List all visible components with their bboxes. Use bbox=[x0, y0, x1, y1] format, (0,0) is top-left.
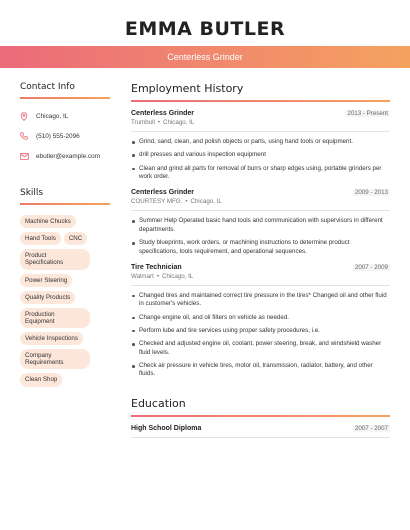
contact-section-title: Contact Info bbox=[20, 82, 75, 92]
education-section-title: Education bbox=[131, 396, 186, 410]
contact-location-text: Chicago, IL bbox=[36, 112, 69, 120]
job-dates: 2013 - Present bbox=[347, 110, 388, 117]
skill-chip: Machine Chucks bbox=[20, 215, 76, 228]
skill-chip: Power Steering bbox=[20, 274, 72, 287]
job-title: Centerless Grinder bbox=[131, 189, 195, 197]
job-dates: 2007 - 2009 bbox=[354, 263, 388, 271]
employment-section-title: Employment History bbox=[131, 82, 244, 95]
education-row-divider bbox=[131, 437, 390, 438]
skills-list bbox=[20, 215, 110, 387]
job-bullet: Clean and grind all parts for removal of burrs or sharp edges using, portable grinders per work order. bbox=[131, 165, 390, 182]
left-column bbox=[20, 82, 110, 387]
job-title: Centerless Grinder bbox=[131, 110, 195, 117]
contact-location bbox=[20, 106, 110, 126]
job-location: Chicago, IL bbox=[163, 119, 195, 126]
job-company: Walmart bbox=[131, 272, 154, 280]
job-divider bbox=[131, 210, 390, 211]
job-bullet: Grind, sand, clean, and polish objects or parts, using hand tools or equipment. bbox=[131, 138, 390, 146]
candidate-name: EMMA BUTLER bbox=[124, 18, 286, 40]
contact-phone-text: (510) 555-2096 bbox=[36, 132, 80, 140]
job-divider bbox=[131, 285, 390, 286]
job-dates: 2009 - 2013 bbox=[354, 189, 388, 197]
job-company: Trumbull bbox=[131, 119, 155, 126]
job-employer bbox=[131, 273, 390, 280]
job-employer bbox=[131, 198, 390, 205]
contact-phone bbox=[20, 126, 110, 146]
education-dates: 2007 - 2007 bbox=[354, 424, 388, 432]
job-bullet: Perform lube and tire services using proper safety procedures, i.e. bbox=[131, 327, 390, 335]
job-divider bbox=[131, 131, 390, 132]
skill-chip: Quality Products bbox=[20, 291, 75, 304]
contact-email-text: ebutler@example.com bbox=[36, 152, 101, 160]
job-title: Tire Technician bbox=[131, 263, 182, 271]
job-entry bbox=[131, 264, 390, 379]
right-column bbox=[131, 82, 390, 438]
job-title-banner: Centerless Grinder bbox=[0, 46, 410, 68]
job-bullet: Summer Help Operated basic hand tools and communication with supervisors in different departments. bbox=[131, 217, 390, 234]
email-icon bbox=[20, 153, 36, 160]
job-bullet: drill presses and various inspection equipment bbox=[131, 151, 390, 159]
contact-email bbox=[20, 146, 110, 166]
job-employer bbox=[131, 119, 390, 126]
skill-chip: Production Equipment bbox=[20, 308, 90, 328]
job-location: Chicago, IL bbox=[161, 272, 194, 280]
employment-divider bbox=[131, 100, 390, 102]
phone-icon bbox=[20, 132, 36, 140]
education-degree: High School Diploma bbox=[131, 424, 202, 432]
job-header bbox=[131, 110, 390, 117]
job-header bbox=[131, 189, 390, 196]
education-entry bbox=[131, 425, 390, 432]
skill-chip: Vehicle Inspections bbox=[20, 332, 83, 345]
job-entry bbox=[131, 189, 390, 255]
skill-chip: Product Specifications bbox=[20, 249, 90, 269]
skill-chip: Hand Tools bbox=[20, 232, 61, 245]
separator-dot: • bbox=[185, 198, 188, 206]
job-location: Chicago, IL bbox=[190, 198, 222, 206]
job-entry bbox=[131, 110, 390, 181]
separator-dot: • bbox=[157, 119, 161, 126]
contact-list bbox=[20, 106, 110, 166]
job-bullets bbox=[131, 217, 390, 255]
skills-divider bbox=[20, 203, 110, 205]
job-bullet: Checked and adjusted engine oil, coolant, power steering, break, and windshield washer fluid levels. bbox=[131, 340, 390, 357]
separator-dot: • bbox=[156, 272, 159, 280]
location-pin-icon bbox=[20, 112, 36, 121]
job-bullets bbox=[131, 138, 390, 181]
job-company: COURTESY MFG. bbox=[131, 198, 183, 206]
job-bullet: Change engine oil, and oil filters on vehicle as needed. bbox=[131, 314, 390, 322]
job-bullet: Changed tires and maintained correct tire pressure in the tires* Changed oil and other fluid in customer's vehicles. bbox=[131, 292, 390, 309]
skill-chip: Company Requirements bbox=[20, 349, 90, 369]
skill-chip: Clean Shop bbox=[20, 373, 62, 386]
skills-section-title: Skills bbox=[20, 188, 44, 198]
job-header bbox=[131, 264, 390, 271]
contact-divider bbox=[20, 97, 110, 99]
education-divider bbox=[131, 415, 390, 417]
skill-chip: CNC bbox=[64, 232, 87, 245]
job-bullets bbox=[131, 292, 390, 379]
job-bullet: Study blueprints, work orders, or machining instructions to determine product specifications, tools requirement, and operational sequences. bbox=[131, 239, 390, 256]
job-bullet: Check air pressure in vehicle tires, motor oil, transmission, radiator, battery, and other fluids. bbox=[131, 362, 390, 379]
